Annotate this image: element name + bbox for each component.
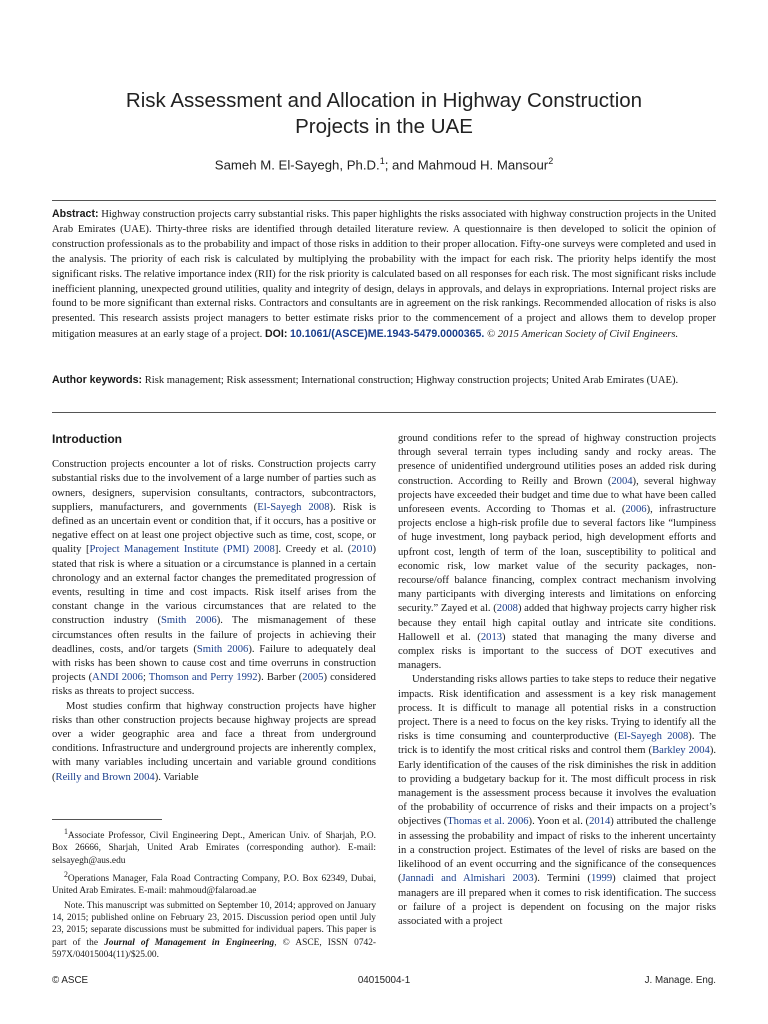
footnote-2: $^2$Operations Manager, Fala Road Contracting Company, P.O. Box 62349, Dubai, United Arab Emirates. E-mail: mahmoud@falaroad.ae xyxy=(52,870,376,897)
doi-label: DOI: xyxy=(264,328,288,341)
paper-title xyxy=(40,88,728,140)
author-1: Sameh M. El-Sayegh, Ph.D. xyxy=(214,157,380,173)
footnote-rule xyxy=(52,819,162,820)
title-line-1: Risk Assessment and Allocation in Highway Construction xyxy=(125,89,643,112)
citation-link[interactable]: 1999 xyxy=(590,873,613,885)
author-2-affil: 2 xyxy=(548,156,554,166)
section-heading-introduction: Introduction xyxy=(52,432,122,446)
journal-name: Journal of Management in Engineering xyxy=(104,937,275,948)
citation-link[interactable]: 2014 xyxy=(589,816,611,828)
keywords-rule xyxy=(52,412,716,413)
citation-link[interactable]: Jannadi and Almishari 2003 xyxy=(401,873,534,885)
footer-publisher: © ASCE xyxy=(52,975,89,986)
doi-link[interactable]: 10.1061/(ASCE)ME.1943-5479.0000365. xyxy=(290,328,485,341)
citation-link[interactable]: 2004 xyxy=(611,475,633,487)
citation-link[interactable]: El-Sayegh 2008 xyxy=(617,731,689,743)
citation-link[interactable]: ANDI 2006 xyxy=(92,672,143,684)
footnotes xyxy=(52,826,376,963)
citation-link[interactable]: Project Management Institute (PMI) 2008 xyxy=(89,544,275,556)
footer-page-number: 04015004-1 xyxy=(357,975,411,986)
citation-link[interactable]: Thomas et al. 2006 xyxy=(447,816,529,828)
intro-paragraph-2: Most studies confirm that highway construction projects have higher risks than other construction projects because highway projects are spread over a wider geographic area and face a threat from underground conditions. Infrastructure and underground projects are inherently complex, with many variables including uncertain and variable ground conditions (Reilly and Brown 2004). Variable xyxy=(52,700,376,783)
citation-link[interactable]: 2013 xyxy=(480,631,503,643)
abstract-label: Abstract: xyxy=(52,208,99,220)
citation-link[interactable]: Reilly and Brown 2004 xyxy=(55,771,155,783)
citation-link[interactable]: Thomson and Perry 1992 xyxy=(148,672,258,684)
manuscript-note: Note. This manuscript was submitted on September 10, 2014; approved on January 14, 2015; published online on February 23, 2015. Discussion period open until July 23, 2015; separate discussions must be submitted for individual papers. This paper is part of the Journal of Management in Engineering, © ASCE, ISSN 0742-597X/04015004(11)/$25.00. xyxy=(52,900,377,960)
citation-link[interactable]: 2010 xyxy=(351,544,373,556)
right-column xyxy=(398,432,716,929)
abstract-text: Highway construction projects carry substantial risks. This paper highlights the risks associated with highway construction projects in the United Arab Emirates (UAE). Thirty-three risks are identified through detailed literature review. A questionnaire is then developed to solicit the opinion of construction professionals as to the probability and impact of those risks in addition to their proper allocation. Fifty-one surveys were completed and used in the analysis. The priority of each risk is calculated by multiplying the probability with the impact for each risk. The priority helps identify the most significant risks. The relative importance index (RII) for the risk priority is calculated based on all responses for each risk. The most significant risks include inefficient planning, unexpected ground utilities, quality and integrity of design, delays in approvals, and delays in expropriations. Internal project risks are found to be more significant than external risks. Contractors and consultants are in agreement on the risk rankings. Recommended allocation of risks is also presented. This research assists project managers to better estimate risks prior to the commencement of a project and allows them to develop proper mitigation measures at an early stage of a project. xyxy=(52,209,716,341)
citation-link[interactable]: 2005 xyxy=(302,672,324,684)
intro-paragraph-4: Understanding risks allows parties to take steps to reduce their negative impacts. Risk identification and assessment is a key risk management process. It is difficult to manage all potential risks in a construction project. There is a need to focus on the key risks. Trying to identify all the risks is time consuming and counterproductive (El-Sayegh 2008). The trick is to identify the most critical risks and control them (Barkley 2004). Early identification of the causes of the risk diminishes the risk in addition to providing a budgetary backup for it. The most difficult process in risk management is the assessment process because it involves the evaluation of the probability of occurrence of risks and their impacts on a project’s objectives (Thomas et al. 2006). Yoon et al. (2014) attributed the challenge in assessing the probability and impact of risks to the inherent uncertainty in a construction project. Estimates of the level of risks are based on the likelihood of an event occurring and the significance of the consequences (Jannadi and Almishari 2003). Termini (1999) claimed that project managers are ill prepared when it comes to risk identification. The success or failure of a project is dependent on focusing on the major risks associated with a project xyxy=(398,674,717,927)
author-separator: ; and Mahmoud H. Mansour xyxy=(384,157,549,173)
copyright-text: © 2015 American Society of Civil Engineers. xyxy=(487,329,679,341)
citation-link[interactable]: Barkley 2004 xyxy=(652,745,710,757)
keywords-text: Risk management; Risk assessment; International construction; Highway construction projects; United Arab Emirates (UAE). xyxy=(144,375,679,386)
abstract xyxy=(52,207,716,343)
citation-link[interactable]: 2008 xyxy=(496,603,518,615)
intro-paragraph-1: Construction projects encounter a lot of risks. Construction projects carry substantial risks due to the involvement of a large number of parties such as owners, designers, supervision consultants, contractors, subcontractors, suppliers, manufacturers, and governments (El-Sayegh 2008). Risk is defined as an uncertain event or condition that, if it occurs, has a positive or negative effect on at least one project objective such as time, cost, scope, or quality [Project Management Institute (PMI) 2008]. Creedy et al. (2010) stated that risk is where a situation or a circumstance is planned in a certain chronology and an external factor changes the premeditated progression of events, resulting in time and cost impacts. Risk itself arises from the constant change in the various circumstances that are related to the construction industry (Smith 2006). The mismanagement of these circumstances often results in the failure of projects in achieving their deadlines, costs, and/or targets (Smith 2006). Failure to adequately deal with risks has been shown to cause cost and time overruns in construction projects (ANDI 2006; Thomson and Perry 1992). Barber (2005) considered risks as threats to project success. xyxy=(52,459,377,698)
author-list xyxy=(40,156,728,172)
intro-paragraph-3: ground conditions refer to the spread of highway construction projects through several terrain types including sandy and rocky areas. The presence of unidentified underground utilities poses an added risk during construction. According to Reilly and Brown (2004), several highway projects have exceeded their budget and time due to what have been called unforeseen events. According to Thomas et al. (2006), infrastructure projects enclose a high-risk profile due to several factors like “lumpiness of huge investment, long payback period, high development efforts and upfront cost, length of term of the loan, susceptibility to political and economic risk, low market value of the security packages, non-recourse/off balance financing, complex contract mechanism involving many participants with diverging interests and limitations on enforcing security.” Zayed et al. (2008) added that highway projects carry higher risk because they entail high capital outlay and intricate site conditions. Hallowell et al. (2013) stated that managing the many diverse and complex risks is important to the success of DOT executives and managers. xyxy=(398,433,717,672)
left-column xyxy=(52,432,376,785)
footer-journal: J. Manage. Eng. xyxy=(644,975,716,986)
citation-link[interactable]: Smith 2006 xyxy=(196,643,249,655)
top-rule xyxy=(52,200,716,201)
keywords-label: Author keywords: xyxy=(52,374,143,386)
author-keywords xyxy=(52,373,716,389)
citation-link[interactable]: Smith 2006 xyxy=(161,615,217,627)
citation-link[interactable]: El-Sayegh 2008 xyxy=(257,501,330,513)
author-1-affil: 1 xyxy=(379,156,385,166)
citation-link[interactable]: 2006 xyxy=(625,504,647,516)
title-line-2: Projects in the UAE xyxy=(295,115,473,138)
footnote-1: $^1$Associate Professor, Civil Engineering Dept., American Univ. of Sharjah, P.O. Box 26666, Sharjah, United Arab Emirates (corresponding author). E-mail: selsayegh@aus.edu xyxy=(52,827,376,866)
